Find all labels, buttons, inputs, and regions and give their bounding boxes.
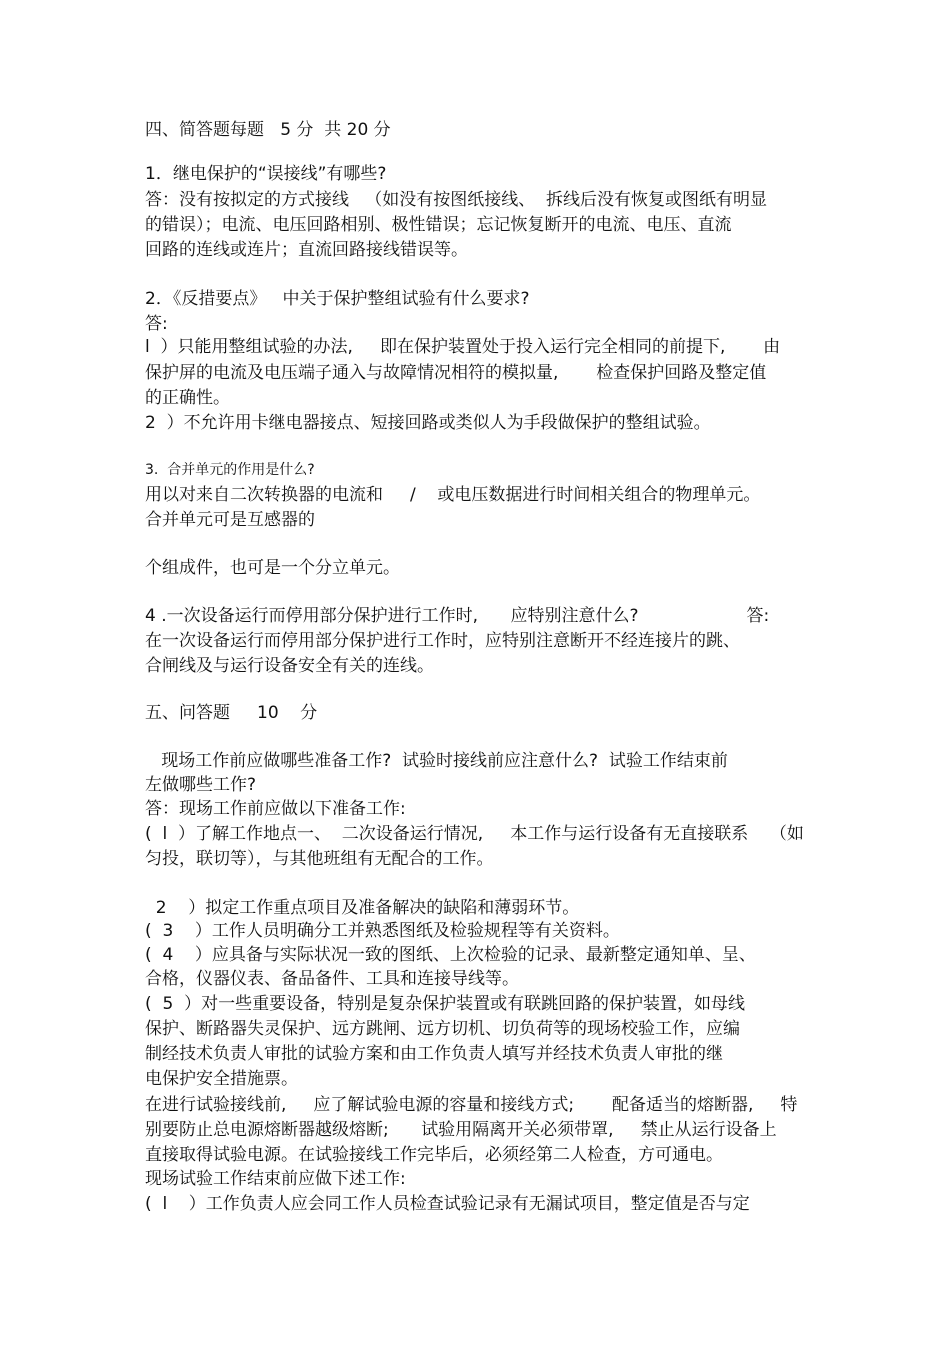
section4-heading: 四、简答题每题 5 分 共 20 分 xyxy=(145,120,391,140)
section5-heading: 五、问答题 10 分 xyxy=(145,703,318,723)
s5-answer-line: 合格，仪器仪表、备品备件、工具和连接导线等。 xyxy=(145,969,519,989)
q3-question: 3. 合并单元的作用是什么? xyxy=(145,462,315,478)
s5-question-line: 左做哪些工作? xyxy=(145,775,257,795)
q2-answer-line: 保护屏的电流及电压端子通入与故障情况相符的模拟量, 检查保护回路及整定值 xyxy=(145,363,767,383)
q3-answer-line: 个组成件，也可是一个分立单元。 xyxy=(145,558,400,578)
s5-answer-line: 答：现场工作前应做以下准备工作: xyxy=(145,799,406,819)
s5-answer-line: 现场试验工作结束前应做下述工作: xyxy=(145,1169,406,1189)
s5-answer-line: 保护、断路器失灵保护、远方跳闸、远方切机、切负荷等的现场校验工作，应编 xyxy=(145,1019,740,1039)
q4-question: 4 .一次设备运行而停用部分保护进行工作时, 应特别注意什么? 答: xyxy=(145,606,770,626)
q1-answer-line: 的错误）；电流、电压回路相别、极性错误；忘记恢复断开的电流、电压、直流 xyxy=(145,215,732,235)
q2-answer-line: 的正确性。 xyxy=(145,388,230,408)
s5-answer-line: 在进行试验接线前, 应了解试验电源的容量和接线方式; 配备适当的熔断器, 特 xyxy=(145,1095,798,1115)
q3-answer-line: 合并单元可是互感器的 xyxy=(145,510,315,530)
q1-question: 1．继电保护的“误接线”有哪些? xyxy=(145,164,387,184)
q2-question: 2．《反措要点》 中关于保护整组试验有什么要求? xyxy=(145,289,530,309)
q4-answer-line: 在一次设备运行而停用部分保护进行工作时，应特别注意断开不经连接片的跳、 xyxy=(145,631,740,651)
s5-question-line: 现场工作前应做哪些准备工作? 试验时接线前应注意什么? 试验工作结束前 xyxy=(145,751,728,771)
s5-answer-line: 2 ）拟定工作重点项目及准备解决的缺陷和薄弱环节。 xyxy=(145,898,580,918)
s5-answer-line: 直接取得试验电源。在试验接线工作完毕后，必须经第二人检查，方可通电。 xyxy=(145,1145,723,1165)
s5-answer-line: ( 3 ）工作人员明确分工并熟悉图纸及检验规程等有关资料。 xyxy=(145,921,620,941)
q3-answer-line: 用以对来自二次转换器的电流和 / 或电压数据进行时间相关组合的物理单元。 xyxy=(145,485,761,505)
s5-answer-line: ( 4 ）应具备与实际状况一致的图纸、上次检验的记录、最新整定通知单、呈、 xyxy=(145,945,756,965)
s5-answer-line: ( l ）了解工作地点一、 二次设备运行情况, 本工作与运行设备有无直接联系 （如 xyxy=(145,824,804,844)
s5-answer-line: 制经技术负责人审批的试验方案和由工作负责人填写并经技术负责人审批的继 xyxy=(145,1044,723,1064)
q2-answer-label: 答: xyxy=(145,314,168,334)
s5-answer-line: ( l ）工作负责人应会同工作人员检查试验记录有无漏试项目，整定值是否与定 xyxy=(145,1194,750,1214)
s5-answer-line: 别要防止总电源熔断器越级熔断; 试验用隔离开关必须带罩, 禁止从运行设备上 xyxy=(145,1120,777,1140)
q2-answer-line: 2 ）不允许用卡继电器接点、短接回路或类似人为手段做保护的整组试验。 xyxy=(145,413,711,433)
q1-answer-line: 回路的连线或连片；直流回路接线错误等。 xyxy=(145,240,468,260)
q1-answer-line: 答：没有按拟定的方式接线 （如没有按图纸接线、 拆线后没有恢复或图纸有明显 xyxy=(145,190,768,210)
q4-answer-line: 合闸线及与运行设备安全有关的连线。 xyxy=(145,656,434,676)
s5-answer-line: ( 5 ）对一些重要设备，特别是复杂保护装置或有联跳回路的保护装置，如母线 xyxy=(145,994,746,1014)
q2-answer-line: l ）只能用整组试验的办法, 即在保护装置处于投入运行完全相同的前提下, 由 xyxy=(145,337,781,357)
s5-answer-line: 电保护安全措施票。 xyxy=(145,1069,298,1089)
s5-answer-line: 匀投，联切等），与其他班组有无配合的工作。 xyxy=(145,849,494,869)
